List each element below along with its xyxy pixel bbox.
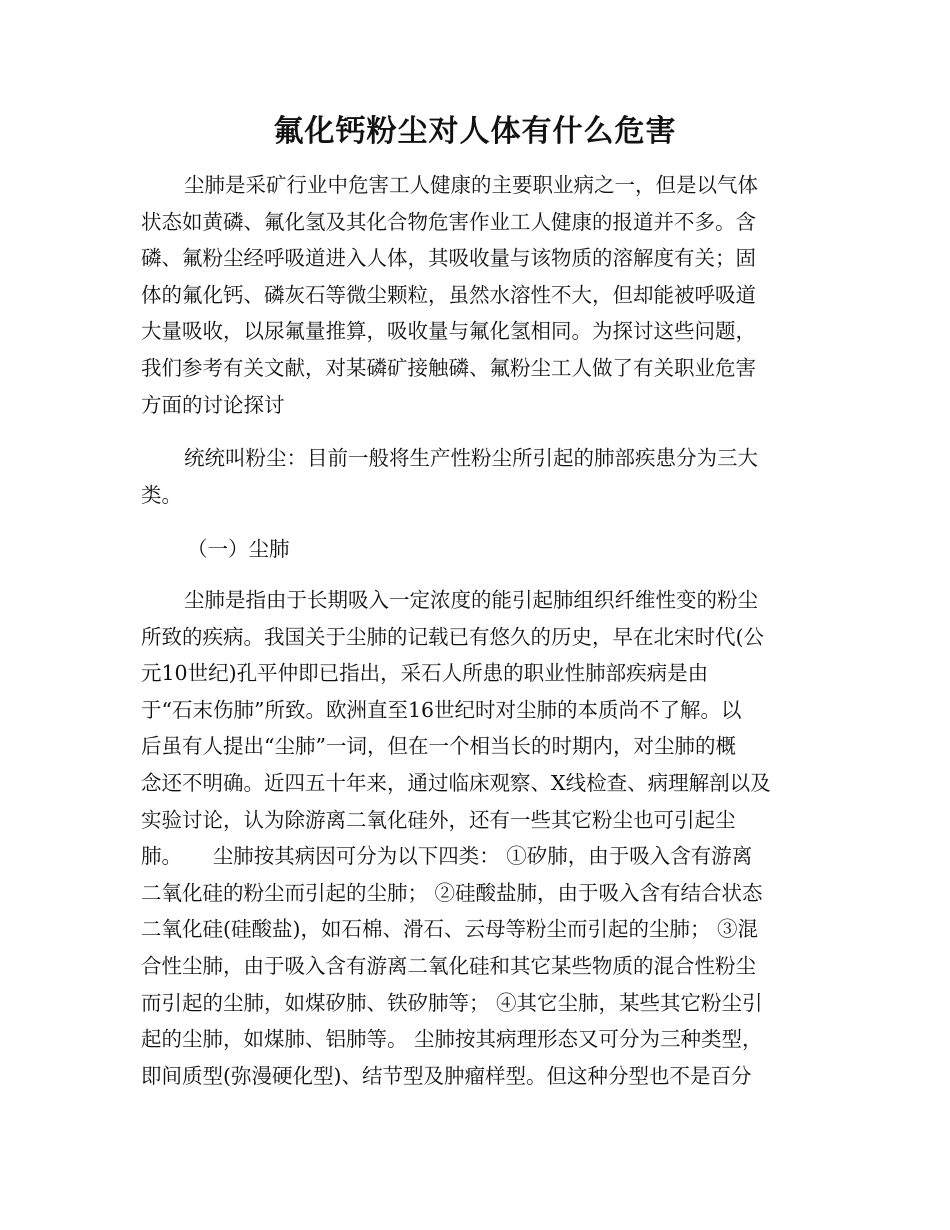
paragraph-intro [141, 167, 809, 423]
text-line: 体的氟化钙、磷灰石等微尘颗粒，虽然水溶性不大，但却能被呼吸道 [141, 282, 756, 307]
text-line: 尘肺是指由于长期吸入一定浓度的能引起肺组织纤维性变的粉尘 [184, 588, 758, 612]
text-line: 方面的讨论探讨 [141, 392, 285, 417]
text-line: 二氧化硅的粉尘而引起的尘肺； ②硅酸盐肺，由于吸入含有结合状态 [141, 880, 763, 905]
text-line: 于“石末伤肺”所致。欧洲直至16世纪时对尘肺的本质尚不了解。以 [141, 697, 742, 722]
section-heading-pneumoconiosis [141, 531, 809, 568]
text-line: 即间质型(弥漫硬化型)、结节型及肿瘤样型。但这种分型也不是百分 [141, 1063, 752, 1088]
text-line: 尘肺是采矿行业中危害工人健康的主要职业病之一，但是以气体 [184, 173, 758, 197]
paragraph-dust-classification [141, 440, 809, 513]
text-line: 我们参考有关文献，对某磷矿接触磷、氟粉尘工人做了有关职业危害 [141, 355, 756, 380]
text-line: 肺。 尘肺按其病因可分为以下四类： ①矽肺，由于吸入含有游离 [141, 844, 753, 869]
text-line: 而引起的尘肺，如煤矽肺、铁矽肺等； ④其它尘肺，某些其它粉尘引 [141, 990, 763, 1015]
text-line: 念还不明确。近四五十年来，通过临床观察、X线检查、病理解剖以及 [141, 770, 771, 795]
text-line: 合性尘肺，由于吸入含有游离二氧化硅和其它某些物质的混合性粉尘 [141, 953, 756, 978]
text-line: 类。 [141, 482, 182, 507]
text-line: 二氧化硅(硅酸盐)，如石棉、滑石、云母等粉尘而引起的尘肺； ③混 [141, 917, 759, 942]
text-line: 所致的疾病。我国关于尘肺的记载已有悠久的历史，早在北宋时代(公 [141, 624, 764, 649]
text-line: 后虽有人提出“尘肺”一词，但在一个相当长的时期内，对尘肺的概 [141, 734, 736, 759]
text-line: 实验讨论，认为除游离二氧化硅外，还有一些其它粉尘也可引起尘 [141, 807, 736, 832]
paragraph-pneumoconiosis [141, 582, 809, 1094]
text-line: 状态如黄磷、氟化氢及其化合物危害作业工人健康的报道并不多。含 [141, 209, 756, 234]
text-line: 起的尘肺，如煤肺、铝肺等。 尘肺按其病理形态又可分为三种类型， [141, 1027, 763, 1052]
text-line: 大量吸收，以尿氟量推算，吸收量与氟化氢相同。为探讨这些问题， [141, 319, 756, 344]
text-line: 统统叫粉尘：目前一般将生产性粉尘所引起的肺部疾患分为三大 [184, 446, 758, 470]
text-line: 元10世纪)孔平仲即已指出，采石人所患的职业性肺部疾病是由 [141, 661, 709, 686]
text-line: 磷、氟粉尘经呼吸道进入人体，其吸收量与该物质的溶解度有关；固 [141, 246, 756, 271]
section-heading: （一）尘肺 [187, 537, 290, 561]
document-title: 氟化钙粉尘对人体有什么危害 [273, 114, 677, 149]
